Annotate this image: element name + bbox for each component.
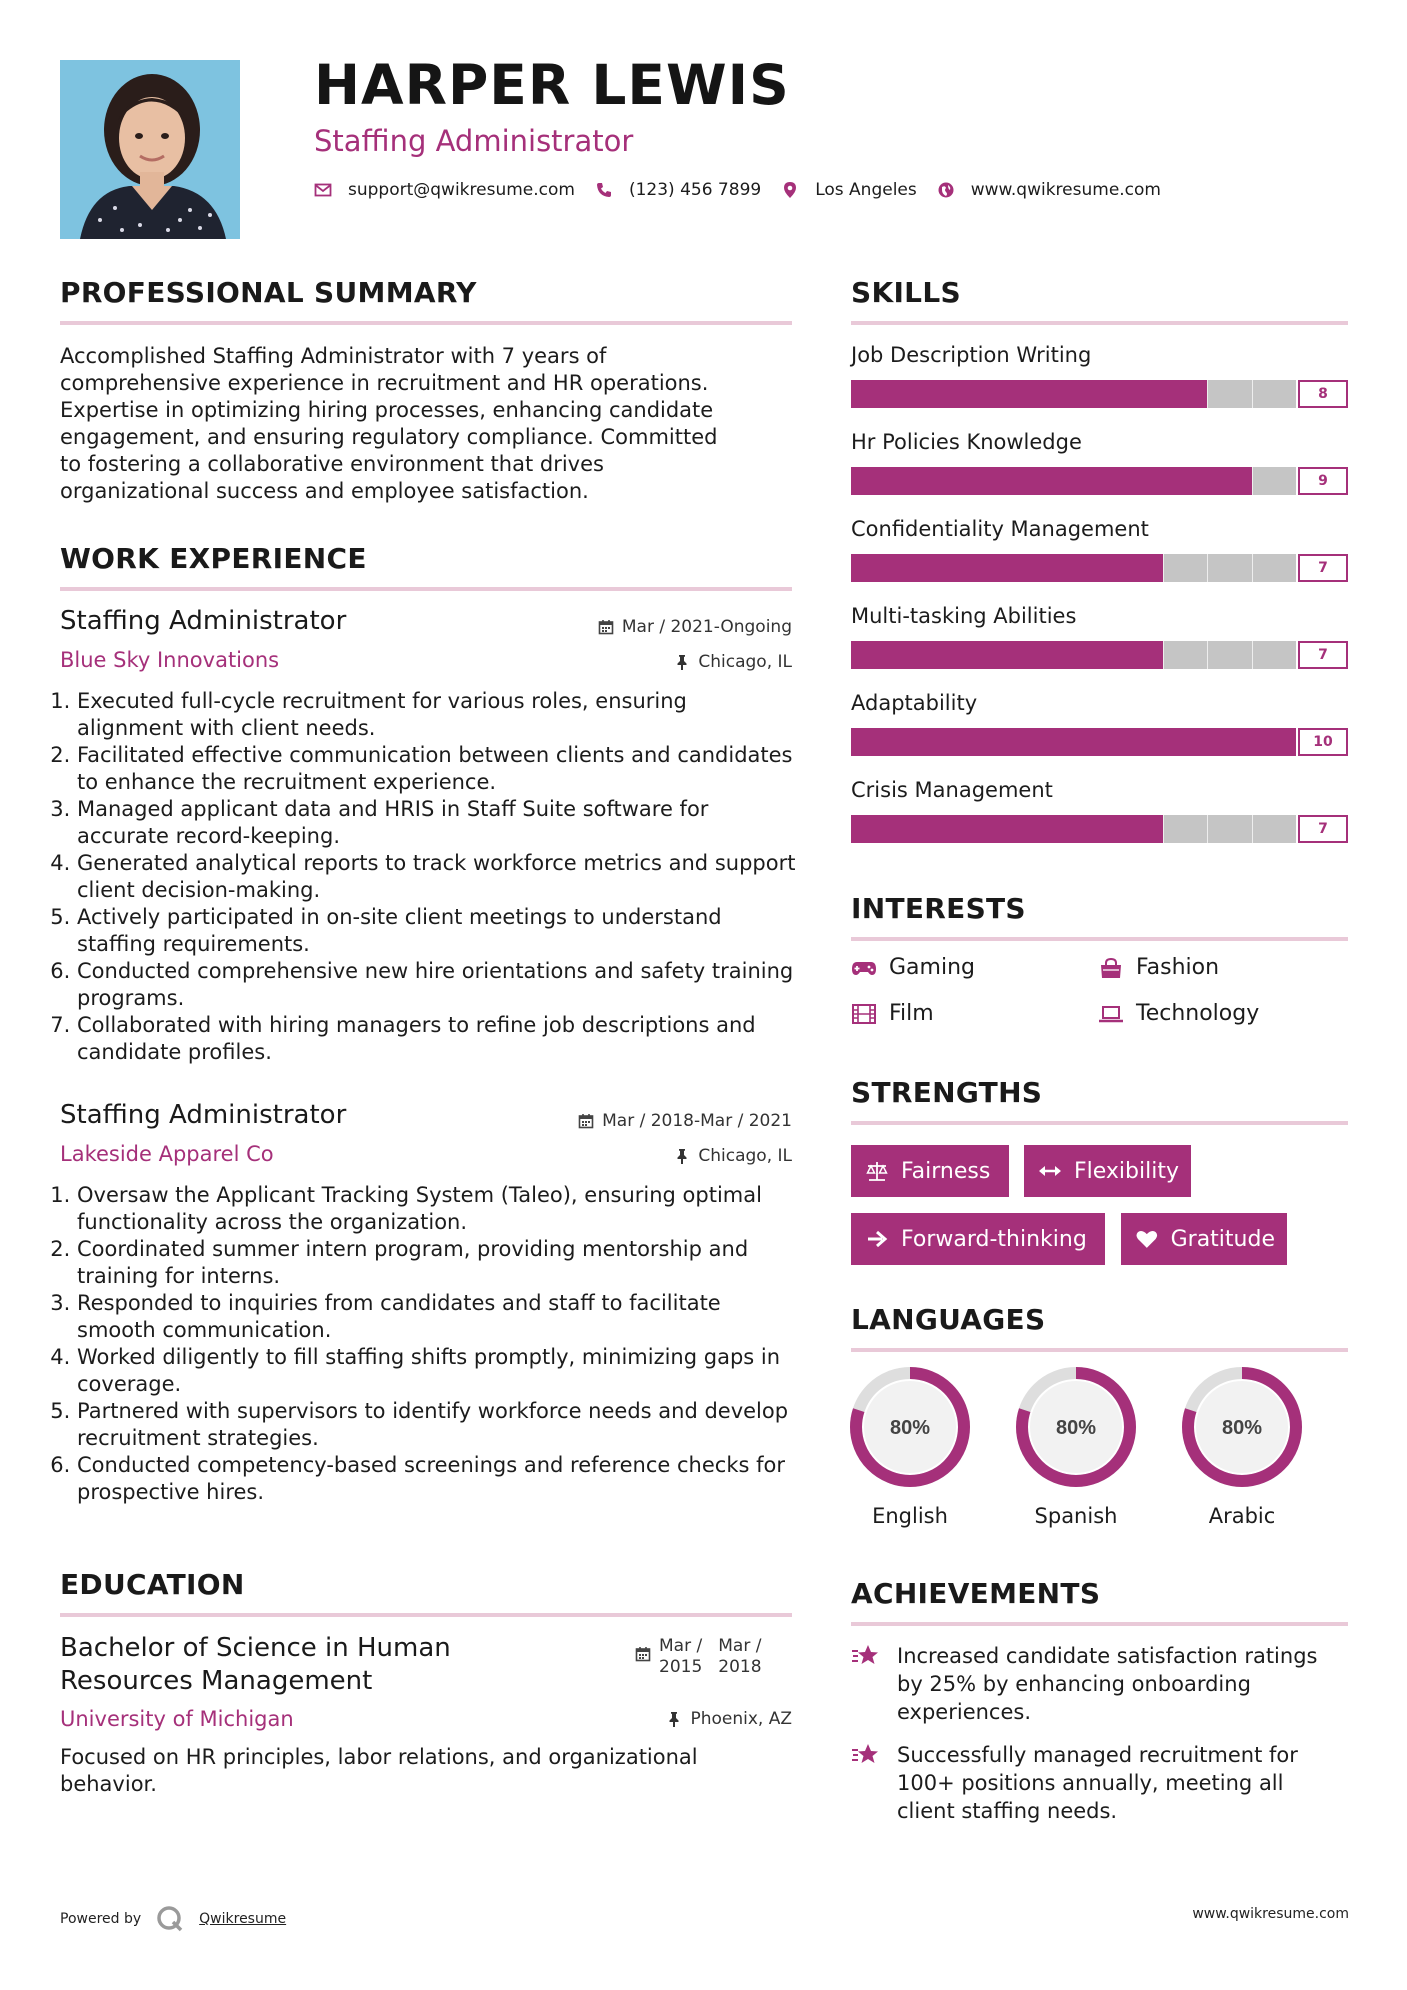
achievement-line: by 25% by enhancing onboarding: [897, 1672, 1251, 1696]
strength-label: Flexibility: [1074, 1158, 1179, 1184]
achievement-item: [851, 1642, 1352, 1726]
interests-section: [851, 892, 1348, 941]
ring-percent: 80%: [1055, 1417, 1097, 1439]
summary-section: [60, 276, 792, 325]
duty-item: 1. Executed full-cycle recruitment for various roles, ensuring alignment with client needs.: [77, 688, 797, 742]
skill-segment-divider: [1252, 467, 1253, 495]
job-title: Staffing Administrator: [60, 1100, 347, 1130]
duty-item: 5. Partnered with supervisors to identify workforce needs and develop recruitment strategies.: [77, 1398, 797, 1452]
skill-name: Multi-tasking Abilities: [851, 604, 1077, 628]
company-name: Blue Sky Innovations: [60, 648, 280, 672]
contact-phone[interactable]: [595, 180, 761, 200]
duty-item: 2. Coordinated summer intern program, providing mentorship and training for interns.: [77, 1236, 797, 1290]
calendar-icon: [635, 1646, 651, 1662]
interest-label: Fashion: [1136, 955, 1220, 980]
balance-scale-icon: [865, 1160, 889, 1182]
strengths-rule: [851, 1121, 1348, 1125]
candidate-title: Staffing Administrator: [314, 124, 634, 158]
skill-name: Hr Policies Knowledge: [851, 430, 1082, 454]
skill-bar: [851, 641, 1348, 671]
interest-technology: [1098, 1001, 1259, 1026]
duty-item: 7. Collaborated with hiring managers to refine job descriptions and candidate profiles.: [77, 1012, 797, 1066]
achievements-section: [851, 1577, 1348, 1626]
job-location: [674, 1146, 792, 1166]
language-english: [849, 1366, 971, 1528]
summary-heading: PROFESSIONAL SUMMARY: [60, 276, 477, 309]
skill-item: [851, 604, 1348, 671]
duty-item: 3. Managed applicant data and HRIS in Staff Suite software for accurate record-keeping.: [77, 796, 797, 850]
footer-branding: [60, 1904, 286, 1934]
skills-rule: [851, 321, 1348, 325]
interest-label: Gaming: [889, 955, 975, 980]
education-rule: [60, 1613, 792, 1617]
education-location-text: Phoenix, AZ: [690, 1709, 792, 1729]
qwikresume-logo-icon: [155, 1904, 185, 1934]
degree-title: [60, 1632, 451, 1698]
achievements-rule: [851, 1622, 1348, 1626]
strengths-heading: STRENGTHS: [851, 1076, 1043, 1109]
strengths-section: [851, 1076, 1348, 1125]
strength-forward-thinking: [851, 1213, 1105, 1265]
skill-name: Job Description Writing: [851, 343, 1092, 367]
skill-item: [851, 343, 1348, 410]
summary-text: [60, 343, 800, 505]
phone-icon: [595, 181, 613, 199]
pushpin-icon: [674, 654, 690, 670]
skill-level: 10: [1298, 728, 1348, 756]
job-dates-text: Mar / 2018-Mar / 2021: [602, 1111, 792, 1131]
contact-bar: [314, 180, 1161, 200]
job-location: [674, 652, 792, 672]
work-rule: [60, 587, 792, 591]
edu-end-year: 2018: [718, 1657, 762, 1677]
location-text: Los Angeles: [815, 180, 917, 200]
skill-fill: [851, 554, 1163, 582]
summary-line: comprehensive experience in recruitment and HR operations.: [60, 371, 709, 395]
skill-segment-divider: [1207, 554, 1208, 582]
skill-bar: [851, 815, 1348, 845]
job-dates: [598, 617, 792, 637]
calendar-icon: [578, 1113, 594, 1129]
education-heading: EDUCATION: [60, 1568, 245, 1601]
skill-item: [851, 517, 1348, 584]
skill-name: Crisis Management: [851, 778, 1053, 802]
pushpin-icon: [674, 1148, 690, 1164]
interest-label: Film: [889, 1001, 934, 1026]
skill-level: 7: [1298, 554, 1348, 582]
laptop-icon: [1098, 1003, 1124, 1025]
duty-item: 2. Facilitated effective communication between clients and candidates to enhance the recruitment experience.: [77, 742, 797, 796]
interest-gaming: [851, 955, 975, 980]
skill-fill: [851, 728, 1296, 756]
interest-fashion: [1098, 955, 1219, 980]
achievement-item: [851, 1741, 1352, 1825]
strength-gratitude: [1121, 1213, 1287, 1265]
skill-segment-divider: [1163, 641, 1164, 669]
language-name: English: [872, 1504, 948, 1528]
contact-website[interactable]: [937, 180, 1161, 200]
achievement-line: client staffing needs.: [897, 1799, 1118, 1823]
skill-item: [851, 430, 1348, 497]
skill-level: 7: [1298, 641, 1348, 669]
skills-section: [851, 276, 1348, 325]
skill-fill: [851, 380, 1207, 408]
skill-segment-divider: [1207, 815, 1208, 843]
contact-email[interactable]: [314, 180, 575, 200]
languages-heading: LANGUAGES: [851, 1303, 1046, 1336]
edu-end-month: Mar /: [718, 1636, 762, 1656]
summary-line: to fostering a collaborative environment that drives: [60, 452, 604, 476]
summary-line: Expertise in optimizing hiring processes, enhancing candidate: [60, 398, 714, 422]
job-duties: [58, 688, 797, 1066]
languages-rule: [851, 1348, 1348, 1352]
website-text: www.qwikresume.com: [970, 180, 1161, 200]
achievement-line: Increased candidate satisfaction ratings: [897, 1644, 1318, 1668]
work-heading: WORK EXPERIENCE: [60, 542, 367, 575]
skill-bar: [851, 380, 1348, 410]
skill-bar: [851, 467, 1348, 497]
summary-rule: [60, 321, 792, 325]
heart-icon: [1135, 1228, 1159, 1250]
envelope-icon: [314, 181, 332, 199]
skill-segment-divider: [1252, 815, 1253, 843]
ring-percent: 80%: [1221, 1417, 1263, 1439]
arrow-right-icon: [865, 1228, 889, 1250]
education-description: [60, 1744, 800, 1798]
skill-level: 7: [1298, 815, 1348, 843]
skill-segment-divider: [1252, 380, 1253, 408]
phone-text: (123) 456 7899: [628, 180, 762, 200]
education-desc-line: Focused on HR principles, labor relations, and organizational: [60, 1745, 698, 1769]
ring-percent: 80%: [889, 1417, 931, 1439]
skill-segment-divider: [1163, 815, 1164, 843]
achievement-text: [897, 1642, 1352, 1726]
strength-label: Gratitude: [1170, 1226, 1275, 1252]
profile-photo: [60, 60, 240, 239]
skill-name: Confidentiality Management: [851, 517, 1149, 541]
language-ring: [849, 1366, 971, 1488]
contact-location: [781, 180, 917, 200]
calendar-icon: [598, 619, 614, 635]
skill-name: Adaptability: [851, 691, 978, 715]
duty-item: 4. Generated analytical reports to track workforce metrics and support client decision-making.: [77, 850, 797, 904]
star-award-icon: [851, 1741, 881, 1769]
language-name: Arabic: [1208, 1504, 1276, 1528]
skill-level: 8: [1298, 380, 1348, 408]
company-name: Lakeside Apparel Co: [60, 1142, 274, 1166]
education-desc-line: behavior.: [60, 1772, 157, 1796]
language-ring: [1181, 1366, 1303, 1488]
skill-segment-divider: [1252, 641, 1253, 669]
language-ring: [1015, 1366, 1137, 1488]
job-duties: [58, 1182, 797, 1506]
globe-icon: [937, 181, 955, 199]
languages-section: [851, 1303, 1348, 1352]
skill-item: [851, 691, 1348, 758]
footer-url[interactable]: www.qwikresume.com: [1192, 1906, 1349, 1922]
interest-film: [851, 1001, 934, 1026]
skill-segment-divider: [1252, 554, 1253, 582]
duty-item: 6. Conducted competency-based screenings and reference checks for prospective hires.: [77, 1452, 797, 1506]
achievement-line: experiences.: [897, 1700, 1032, 1724]
summary-line: organizational success and employee satisfaction.: [60, 479, 589, 503]
job-title: Staffing Administrator: [60, 606, 347, 636]
shopping-bag-icon: [1098, 957, 1124, 979]
skill-fill: [851, 815, 1163, 843]
achievement-line: 100+ positions annually, meeting all: [897, 1771, 1284, 1795]
star-award-icon: [851, 1642, 881, 1670]
skill-segment-divider: [1207, 641, 1208, 669]
skill-level: 9: [1298, 467, 1348, 495]
interest-label: Technology: [1136, 1001, 1260, 1026]
language-name: Spanish: [1034, 1504, 1118, 1528]
brand-link[interactable]: Qwikresume: [199, 1911, 287, 1927]
skill-bar: [851, 554, 1348, 584]
job-dates: [578, 1111, 792, 1131]
education-dates: [635, 1636, 762, 1678]
education-section: [60, 1568, 792, 1617]
school-name: University of Michigan: [60, 1707, 294, 1731]
degree-line: Bachelor of Science in Human: [60, 1633, 451, 1663]
gamepad-icon: [851, 957, 877, 979]
language-arabic: [1181, 1366, 1303, 1528]
summary-line: engagement, and ensuring regulatory compliance. Committed: [60, 425, 718, 449]
job-dates-text: Mar / 2021-Ongoing: [621, 617, 792, 637]
pushpin-icon: [666, 1711, 682, 1727]
skill-fill: [851, 641, 1163, 669]
duty-item: 1. Oversaw the Applicant Tracking System (Taleo), ensuring optimal functionality across the organization.: [77, 1182, 797, 1236]
strength-label: Forward-thinking: [901, 1226, 1087, 1252]
achievement-text: [897, 1741, 1352, 1825]
edu-start-year: 2015: [659, 1657, 703, 1677]
job-location-text: Chicago, IL: [698, 1146, 792, 1166]
map-pin-icon: [781, 181, 799, 199]
education-location: [666, 1709, 792, 1729]
strength-fairness: [851, 1145, 1009, 1197]
skill-item: [851, 778, 1348, 845]
work-section: [60, 542, 792, 591]
skill-bar: [851, 728, 1348, 758]
job-location-text: Chicago, IL: [698, 652, 792, 672]
skills-heading: SKILLS: [851, 276, 961, 309]
email-text: support@qwikresume.com: [348, 180, 575, 200]
arrows-horizontal-icon: [1038, 1160, 1062, 1182]
duty-item: 3. Responded to inquiries from candidates and staff to facilitate smooth communication.: [77, 1290, 797, 1344]
summary-line: Accomplished Staffing Administrator with 7 years of: [60, 344, 607, 368]
duty-item: 6. Conducted comprehensive new hire orientations and safety training programs.: [77, 958, 797, 1012]
skill-segment-divider: [1163, 554, 1164, 582]
skill-fill: [851, 467, 1252, 495]
candidate-name: HARPER LEWIS: [314, 53, 790, 117]
edu-start-month: Mar /: [659, 1636, 703, 1656]
film-icon: [851, 1003, 877, 1025]
skill-segment-divider: [1207, 380, 1208, 408]
strength-flexibility: [1024, 1145, 1191, 1197]
language-spanish: [1015, 1366, 1137, 1528]
achievements-heading: ACHIEVEMENTS: [851, 1577, 1101, 1610]
degree-line: Resources Management: [60, 1666, 373, 1696]
duty-item: 4. Worked diligently to fill staffing shifts promptly, minimizing gaps in coverage.: [77, 1344, 797, 1398]
powered-by-text: Powered by: [60, 1911, 142, 1927]
duty-item: 5. Actively participated in on-site client meetings to understand staffing requirements.: [77, 904, 797, 958]
interests-heading: INTERESTS: [851, 892, 1026, 925]
interests-rule: [851, 937, 1348, 941]
achievement-line: Successfully managed recruitment for: [897, 1743, 1298, 1767]
strength-label: Fairness: [901, 1158, 991, 1184]
